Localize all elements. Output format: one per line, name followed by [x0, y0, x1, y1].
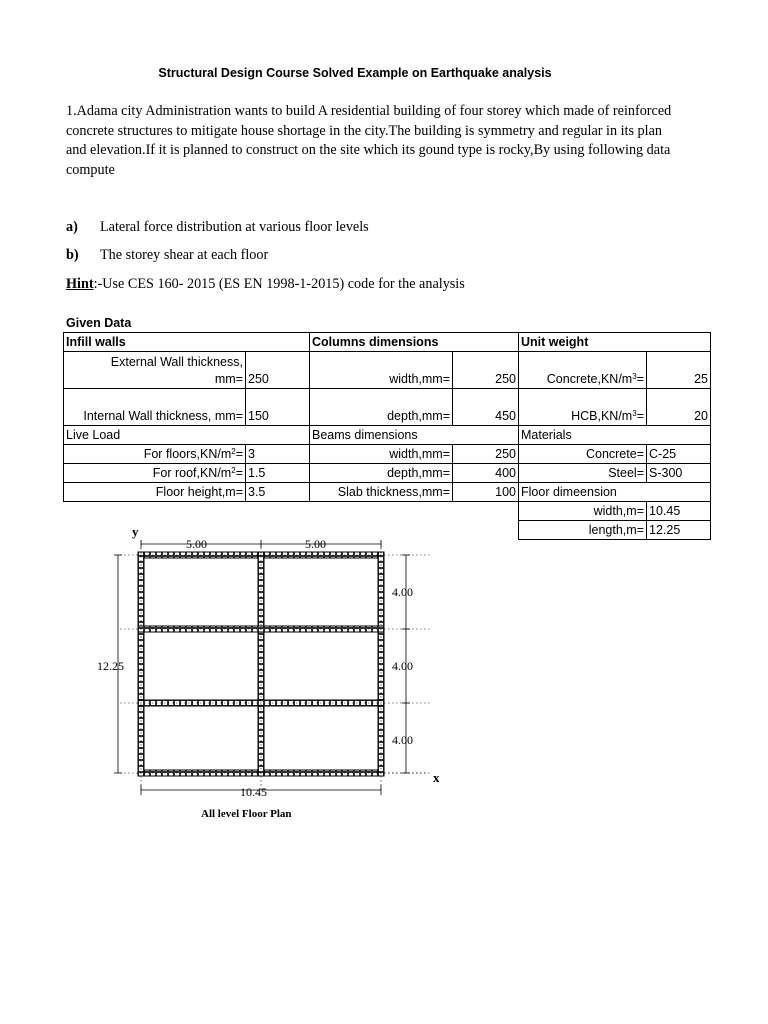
dim-bay-y2: 4.00 — [392, 659, 413, 673]
floor-height-label: Floor height,m= — [64, 483, 246, 502]
problem-line: 1.Adama city Administration wants to build A residential building of four storey which made of reinforced — [66, 103, 672, 119]
problem-statement — [66, 102, 716, 180]
problem-line: and elevation.If it is planned to construct on the site which its gound type is rocky,By using following data — [66, 142, 671, 158]
question-a-key: a) — [66, 219, 78, 235]
roof-live-load-value: 1.5 — [246, 464, 310, 483]
beam-width-label: width,mm= — [310, 445, 453, 464]
floor-width-label: width,m= — [519, 502, 647, 521]
question-b-key: b) — [66, 247, 79, 263]
internal-wall-value: 150 — [246, 389, 310, 426]
columns-dimensions-header: Columns dimensions — [310, 333, 519, 352]
given-data-table — [63, 332, 711, 540]
column-depth-label: depth,mm= — [310, 389, 453, 426]
concrete-grade-label: Concrete= — [519, 445, 647, 464]
dim-total-y: 12.25 — [97, 659, 124, 673]
question-b — [66, 247, 268, 264]
column-width-value: 250 — [453, 352, 519, 389]
floor-width-value: 10.45 — [647, 502, 711, 521]
dim-bay-x2: 5.00 — [305, 537, 326, 551]
dim-total-x: 10.45 — [240, 785, 267, 799]
problem-line: concrete structures to mitigate house shortage in the city.The building is symmetry and regular in its plan — [66, 122, 662, 139]
slab-thickness-label: Slab thickness,mm= — [310, 483, 453, 502]
x-axis-label: x — [433, 770, 440, 785]
external-wall-label: External Wall thickness, mm= — [64, 352, 246, 389]
question-b-text: The storey shear at each floor — [100, 247, 269, 263]
floor-live-load-label: For $floors,KN/m^2=$ — [64, 445, 246, 464]
concrete-unit-weight-label: $Concrete,KN/m^3=$ — [519, 352, 647, 389]
beams-dimensions-header: Beams dimensions — [310, 426, 519, 445]
beam-depth-value: 400 — [453, 464, 519, 483]
internal-wall-label: Internal Wall thickness, mm= — [64, 389, 246, 426]
floor-length-label: length,m= — [519, 521, 647, 540]
hint-text: :-Use CES 160- 2015 (ES EN 1998-1-2015) code for the analysis — [93, 276, 465, 292]
floor-dimension-header: Floor dimeension — [519, 483, 711, 502]
hcb-unit-weight-value: 20 — [647, 389, 711, 426]
steel-grade-label: Steel= — [519, 464, 647, 483]
floor-length-value: 12.25 — [647, 521, 711, 540]
steel-grade-value: S-300 — [647, 464, 711, 483]
dim-bay-y1: 4.00 — [392, 585, 413, 599]
hint-key: Hint — [66, 276, 94, 292]
document-title: Structural Design Course Solved Example on Earthquake analysis — [158, 66, 552, 80]
dim-bay-y3: 4.00 — [392, 733, 413, 747]
floor-height-value: 3.5 — [246, 483, 310, 502]
beam-width-value: 250 — [453, 445, 519, 464]
y-axis-label: y — [132, 524, 139, 539]
live-load-header: Live Load — [64, 426, 310, 445]
given-data-heading: Given Data — [66, 316, 132, 330]
column-depth-value: 450 — [453, 389, 519, 426]
column-width-label: width,mm= — [310, 352, 453, 389]
external-wall-value: 250 — [246, 352, 310, 389]
infill-walls-header: Infill walls — [64, 333, 310, 352]
hcb-unit-weight-label: $HCB,KN/m^3=$ — [519, 389, 647, 426]
concrete-unit-weight-value: 25 — [647, 352, 711, 389]
dim-bay-x1: 5.00 — [186, 537, 207, 551]
materials-header: Materials — [519, 426, 711, 445]
beam-depth-label: depth,mm= — [310, 464, 453, 483]
roof-live-load-label: For $roof,KN/m^2=$ — [64, 464, 246, 483]
problem-line: compute — [66, 161, 115, 178]
slab-thickness-value: 100 — [453, 483, 519, 502]
floor-plan-drawing — [90, 520, 460, 810]
concrete-grade-value: C-25 — [647, 445, 711, 464]
floor-live-load-value: 3 — [246, 445, 310, 464]
floor-plan-caption: All level Floor Plan — [201, 808, 292, 820]
hint-line — [66, 276, 465, 293]
question-a — [66, 219, 369, 236]
unit-weight-header: Unit weight — [519, 333, 711, 352]
question-a-text: Lateral force distribution at various floor levels — [100, 219, 369, 235]
